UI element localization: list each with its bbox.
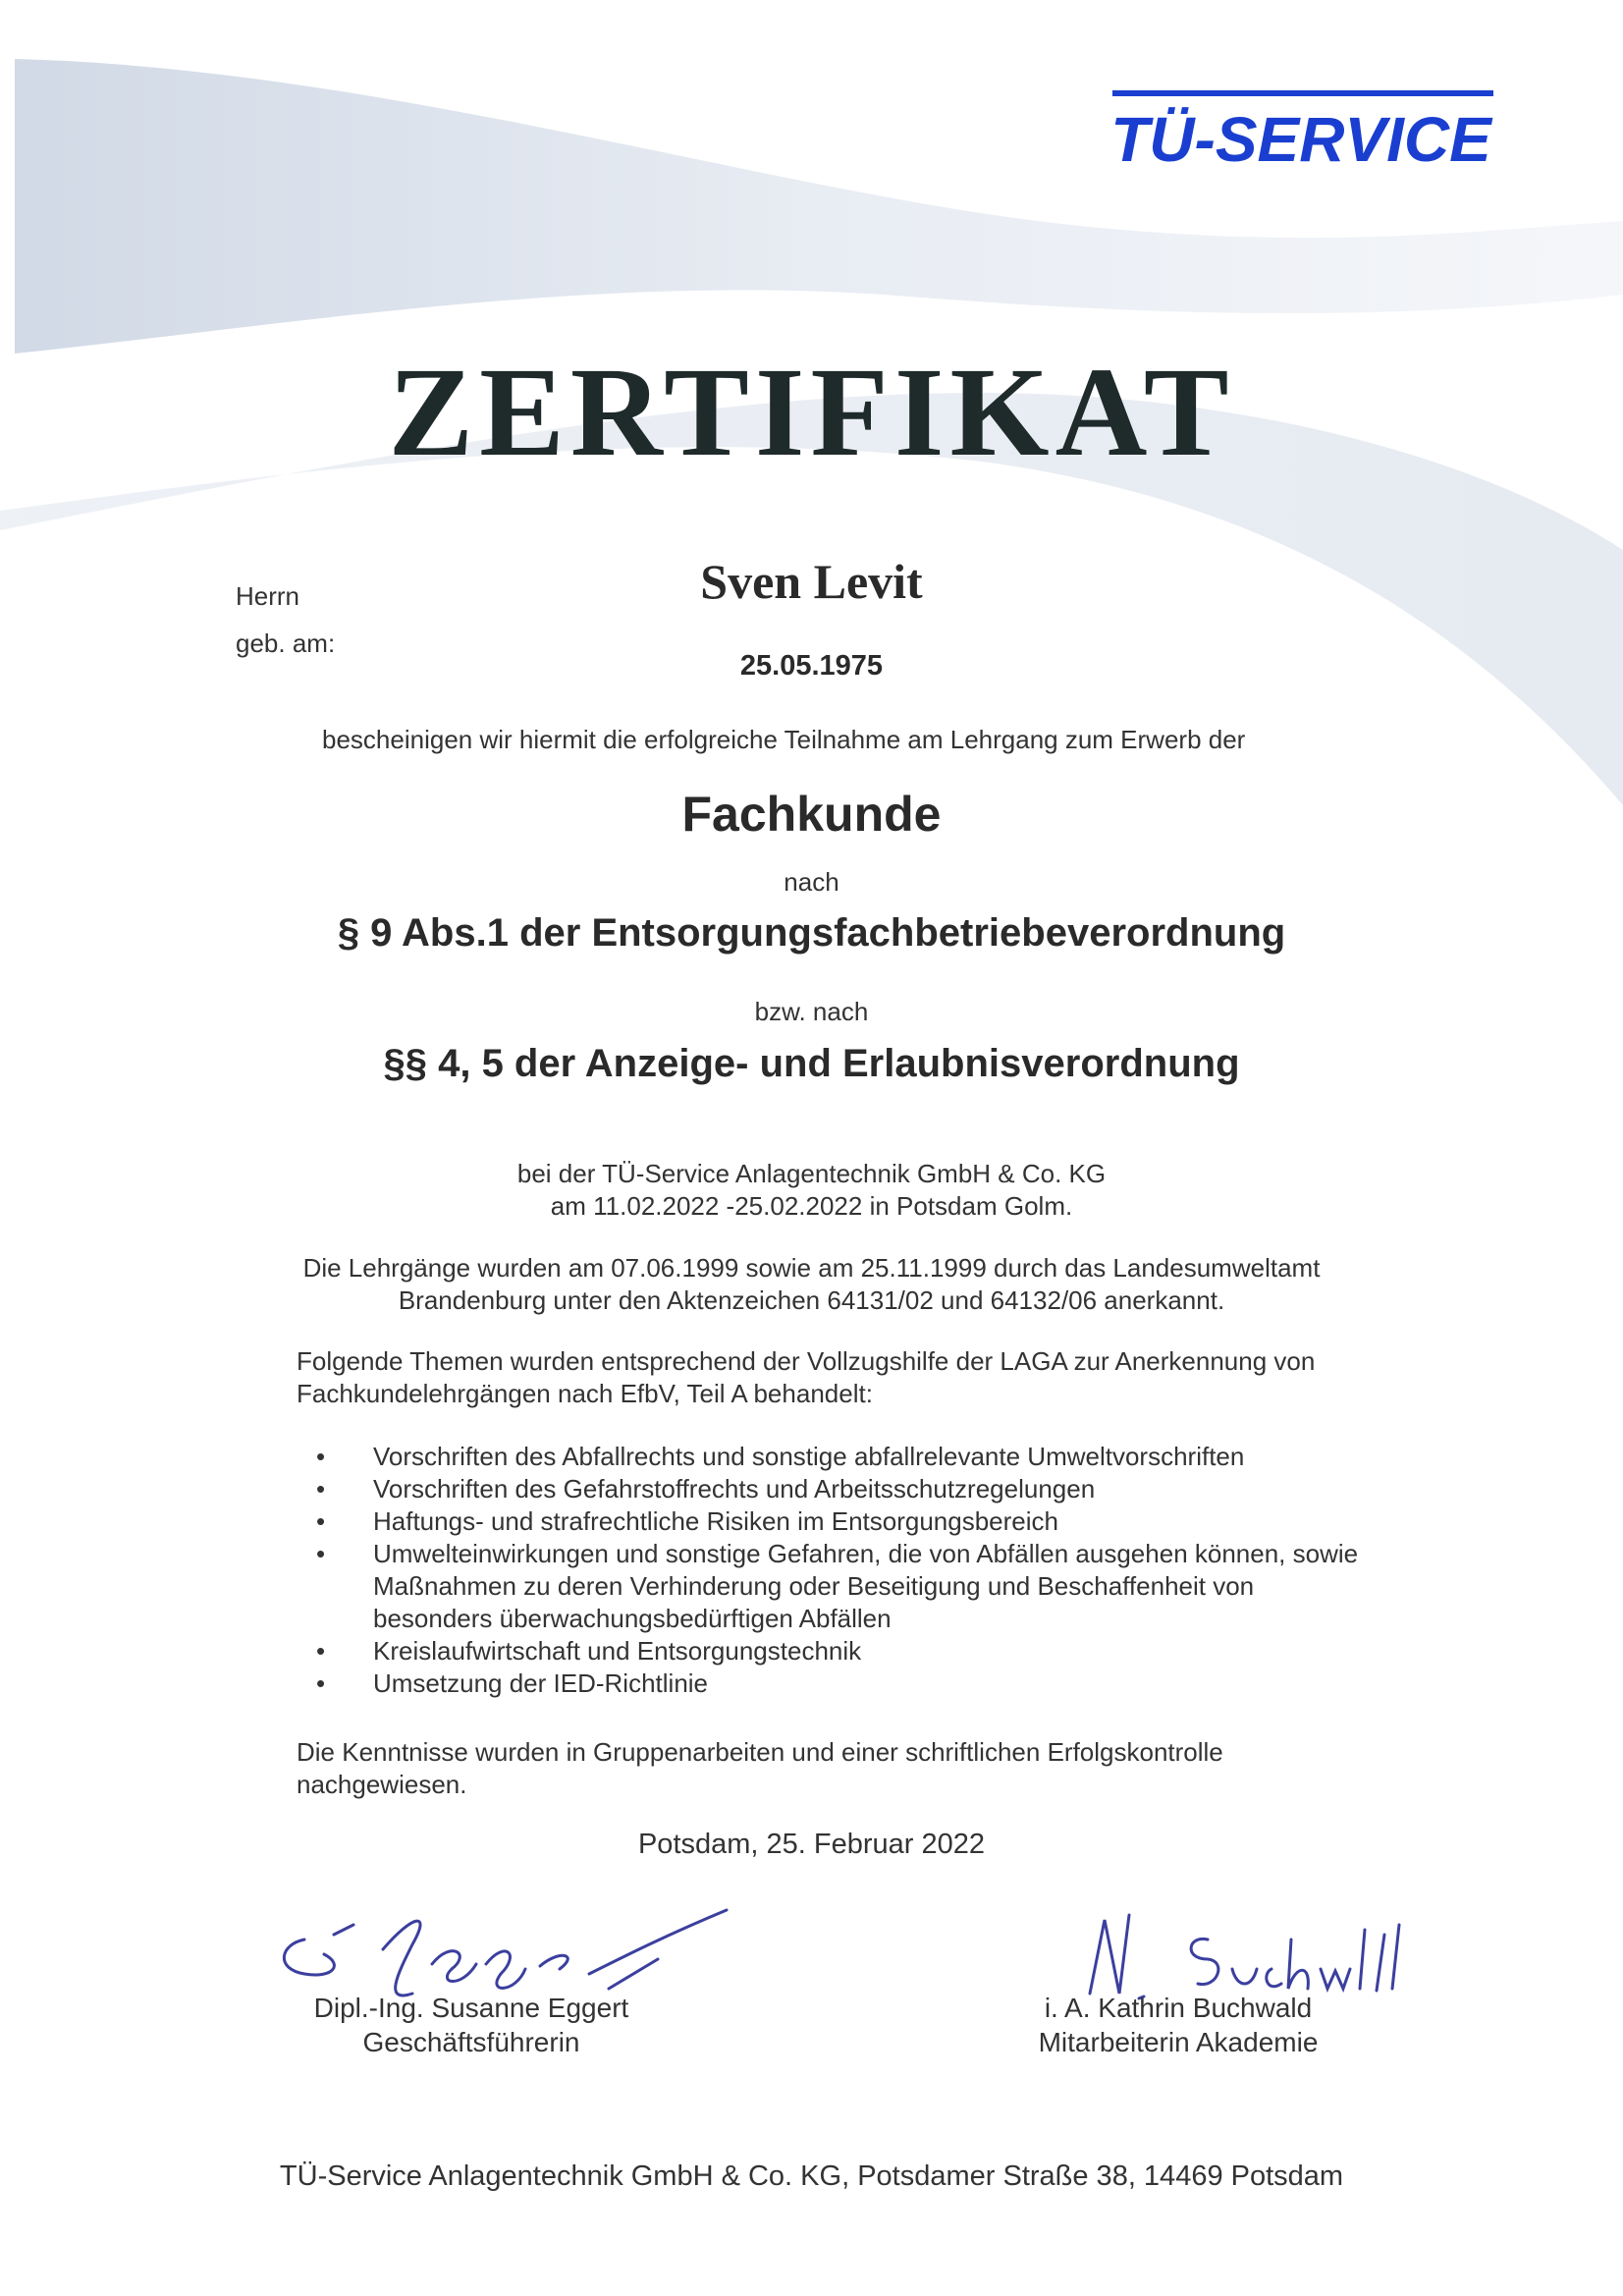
salutation-label: Herrn (236, 581, 300, 611)
recognition-line-2: Brandenburg unter den Aktenzeichen 64131/02 und 64132/06 anerkannt. (398, 1285, 1225, 1315)
tue-service-logo (1105, 90, 1497, 169)
assessment-line-1: Die Kenntnisse wurden in Gruppenarbeiten und einer schriftlichen Erfolgskontrolle (297, 1737, 1223, 1767)
topic-text: Umwelteinwirkungen und sonstige Gefahren, die von Abfällen ausgehen können, sowie Maßnahmen zu deren Verhinderung oder Beseitigung und Beschaffenheit von besonders überwachungsbedürftigen Abfällen (373, 1539, 1359, 1633)
topic-text: Haftungs- und strafrechtliche Risiken im Entsorgungsbereich (373, 1506, 1059, 1536)
recipient-birth-date: 25.05.1975 (739, 650, 884, 682)
list-item (304, 1505, 1483, 1538)
signatory-right-role: Mitarbeiterin Akademie (1038, 2027, 1319, 2057)
intro-text: bescheinigen wir hiermit die erfolgreiche Teilnahme am Lehrgang zum Erwerb der (322, 725, 1246, 754)
list-item (304, 1538, 1483, 1635)
venue-line-2: am 11.02.2022 -25.02.2022 in Potsdam Golm. (550, 1191, 1073, 1221)
recipient-name: Sven Levit (700, 554, 923, 609)
list-item (304, 1441, 1483, 1473)
topics-intro-line-1: Folgende Themen wurden entsprechend der Vollzugshilfe der LAGA zur Anerkennung von (297, 1346, 1316, 1376)
signatory-left-role: Geschäftsführerin (362, 2027, 580, 2057)
list-item (304, 1473, 1483, 1505)
topic-text: Vorschriften des Gefahrstoffrechts und Arbeitsschutzregelungen (373, 1474, 1096, 1503)
bullet-icon: • (316, 1539, 326, 1568)
recognition-line-1: Die Lehrgänge wurden am 07.06.1999 sowie am 25.11.1999 durch das Landesumweltamt (302, 1253, 1321, 1283)
connector-bzw-nach: bzw. nach (754, 997, 869, 1026)
venue-line-1: bei der TÜ-Service Anlagentechnik GmbH & Co. KG (516, 1159, 1107, 1188)
birth-date-label: geb. am: (236, 629, 336, 658)
footer-address: TÜ-Service Anlagentechnik GmbH & Co. KG, Potsdamer Straße 38, 14469 Potsdam (279, 2160, 1344, 2192)
signatory-left (295, 1991, 648, 2059)
regulation-heading-efbv: § 9 Abs.1 der Entsorgungsfachbetriebeverordnung (337, 911, 1286, 955)
connector-nach: nach (784, 867, 839, 897)
topic-text: Vorschriften des Abfallrechts und sonstige abfallrelevante Umweltvorschriften (373, 1442, 1245, 1471)
topic-text: Umsetzung der IED-Richtlinie (373, 1668, 709, 1698)
bullet-icon: • (316, 1506, 326, 1536)
bullet-icon: • (316, 1668, 326, 1698)
topic-text: Kreislaufwirtschaft und Entsorgungstechnik (373, 1636, 862, 1666)
certificate-title: ZERTIFIKAT (388, 342, 1235, 483)
place-and-date: Potsdam, 25. Februar 2022 (637, 1829, 986, 1860)
topics-intro-line-2: Fachkundelehrgängen nach EfbV, Teil A behandelt: (297, 1379, 873, 1408)
bullet-icon: • (316, 1474, 326, 1503)
list-item (304, 1635, 1483, 1667)
bullet-icon: • (316, 1636, 326, 1666)
signatory-left-name: Dipl.-Ing. Susanne Eggert (313, 1993, 629, 2023)
topics-list (304, 1441, 1483, 1700)
assessment-line-2: nachgewiesen. (297, 1770, 467, 1799)
signatory-right-name: i. A. Kathrin Buchwald (1044, 1993, 1313, 2023)
qualification-heading: Fachkunde (681, 787, 942, 842)
signatory-right (1001, 1991, 1355, 2059)
bullet-icon: • (316, 1442, 326, 1471)
logo-wordmark: TÜ-SERVICE (1110, 104, 1491, 169)
list-item (304, 1667, 1483, 1700)
regulation-heading-anzv: §§ 4, 5 der Anzeige- und Erlaubnisverordnung (383, 1042, 1240, 1085)
